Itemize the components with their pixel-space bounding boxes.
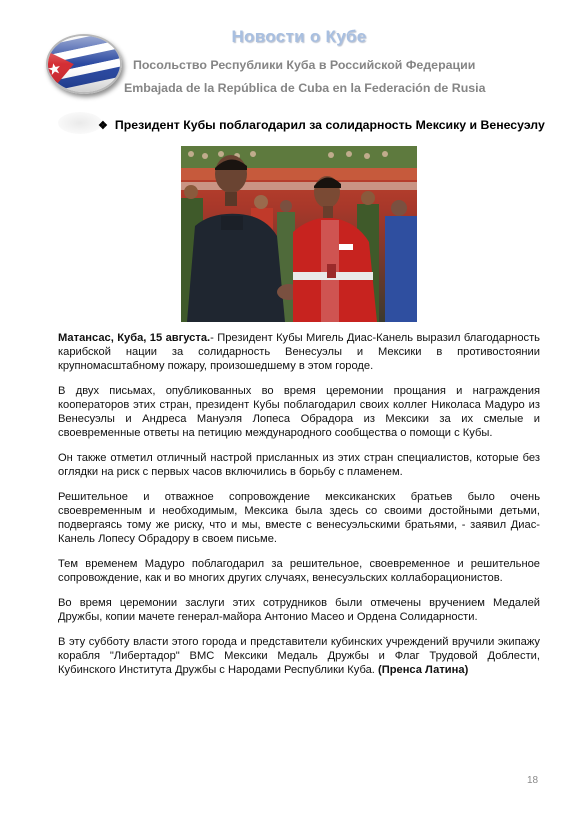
article-body xyxy=(58,331,540,688)
closing-paragraph xyxy=(58,635,540,677)
headline-text: Президент Кубы поблагодарил за солидарность Мексику и Венесуэлу xyxy=(114,118,545,132)
decorative-smudge xyxy=(58,112,102,134)
bullet-icon: ❖ xyxy=(98,120,108,132)
source-credit: (Пренса Латина) xyxy=(377,664,469,676)
lead-paragraph xyxy=(58,331,540,373)
embassy-name-ru: Посольство Республики Куба в Российской Федерации xyxy=(133,58,476,72)
article-headline xyxy=(98,118,558,132)
site-title: Новости о Кубе xyxy=(231,27,367,46)
closing-text: В эту субботу власти этого города и представители кубинских учреждений вручили экипажу корабля "Либертадор" ВМС Мексики Медаль Дружбы и Флаг Трудовой Доблести, Кубинского Института Дружбы с Народами Республики Куба. xyxy=(58,636,540,676)
article-paragraph: Во время церемонии заслуги этих сотрудников были отмечены вручением Медалей Дружбы, копии мачете генерал-майора Антонио Масео и Ордена Солидарности. xyxy=(58,597,540,623)
dateline: Матансас, Куба, 15 августа. xyxy=(58,332,211,344)
article-paragraph: Он также отметил отличный настрой присланных из этих стран специалистов, которые без оглядки на риск с первых часов включились в борьбу с пламенем. xyxy=(58,452,540,478)
page-number: 18 xyxy=(527,775,539,786)
article-paragraph: Решительное и отважное сопровождение мексиканских братьев было очень своевременным и необходимым, Мексика была здесь со своими достойными детьми, подвергаясь тому же риску, что и мы, вместе с венесуэльскими братьями, - заявил Диас-Канель Лопесу Обрадору в своем письме. xyxy=(58,491,540,545)
award-ceremony-photo xyxy=(181,146,417,322)
page-header xyxy=(0,0,578,110)
article-photo xyxy=(181,146,417,322)
article-paragraph: В двух письмах, опубликованных во время церемонии прощания и награждения кооператоров этих стран, президент Кубы поблагодарил своих коллег Николаса Мадуро из Венесуэлы и Андреса Мануэля Лопеса Обрадора из Мексики за их смелые и своевременные ответы на петицию международного сообщества о помощи с Кубы. xyxy=(58,385,540,439)
embassy-name-es: Embajada de la República de Cuba en la Federación de Rusia xyxy=(124,81,486,95)
article-paragraph: Тем временем Мадуро поблагодарил за решительное, своевременное и решительное сопровождение, как и во многих других случаях, венесуэльских коллаборационистов. xyxy=(58,558,540,584)
lead-text: - Президент Кубы Мигель Диас-Канель выразил благодарность карибской нации за солидарность Венесуэлы и Мексики в противостоянии крупномасштабному пожару, произошедшему в этом городе. xyxy=(58,332,540,372)
